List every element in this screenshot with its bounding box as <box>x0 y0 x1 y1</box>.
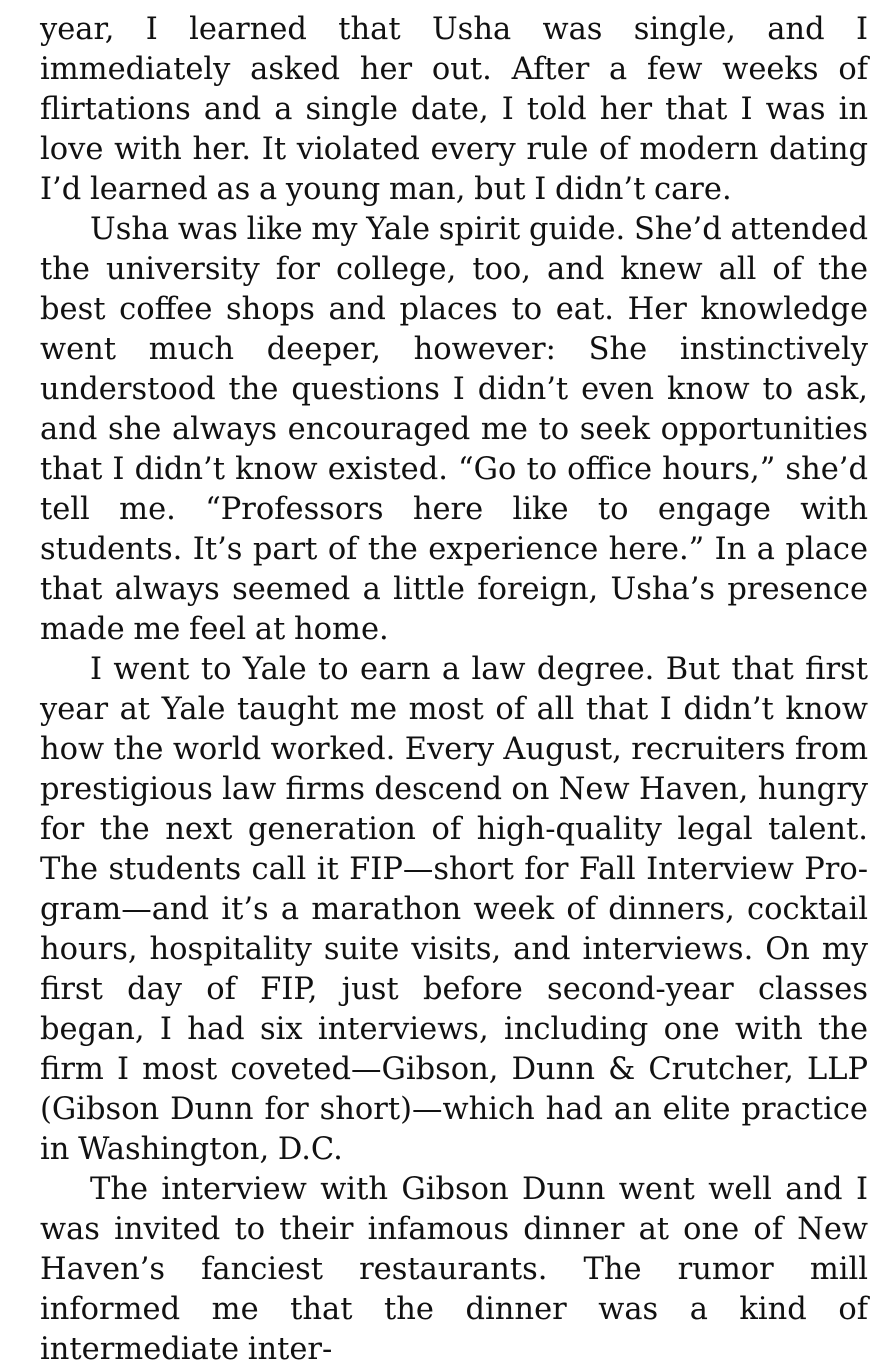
paragraph-3: I went to Yale to earn a law degree. But that first year at Yale taught me most of all that I didn’t know how the world worked. Every August, recruiters from prestigious law firms descend on New Haven, hungry for the next generation of high-quality legal talent. The students call it FIP—short for Fall Interview Program—and it’s a marathon week of dinners, cocktail hours, hospitality suite visits, and interviews. On my first day of FIP, just before second-year classes began, I had six interviews, including one with the firm I most coveted—Gibson, Dunn & Crutcher, LLP (Gibson Dunn for short)—which had an elite practice in Washington, D.C. <box>40 652 868 1167</box>
paragraph-1: year, I learned that Usha was single, and I immediately asked her out. After a few weeks of flirtations and a single date, I told her that I was in love with her. It violated every rule of modern dating I’d learned as a young man, but I didn’t care. <box>40 12 868 207</box>
paragraph-4: The interview with Gibson Dunn went well and I was invited to their infamous dinner at one of New Haven’s fanciest restaurants. The rumor mill informed me that the dinner was a kind of intermediate inter- <box>40 1172 868 1367</box>
paragraph-2: Usha was like my Yale spirit guide. She’d attended the university for college, too, and knew all of the best coffee shops and places to eat. Her knowledge went much deeper, however: She instinctively understood the questions I didn’t even know to ask, and she always encouraged me to seek opportunities that I didn’t know existed. “Go to office hours,” she’d tell me. “Professors here like to engage with students. It’s part of the experience here.” In a place that always seemed a little foreign, Usha’s presence made me feel at home. <box>40 212 868 647</box>
